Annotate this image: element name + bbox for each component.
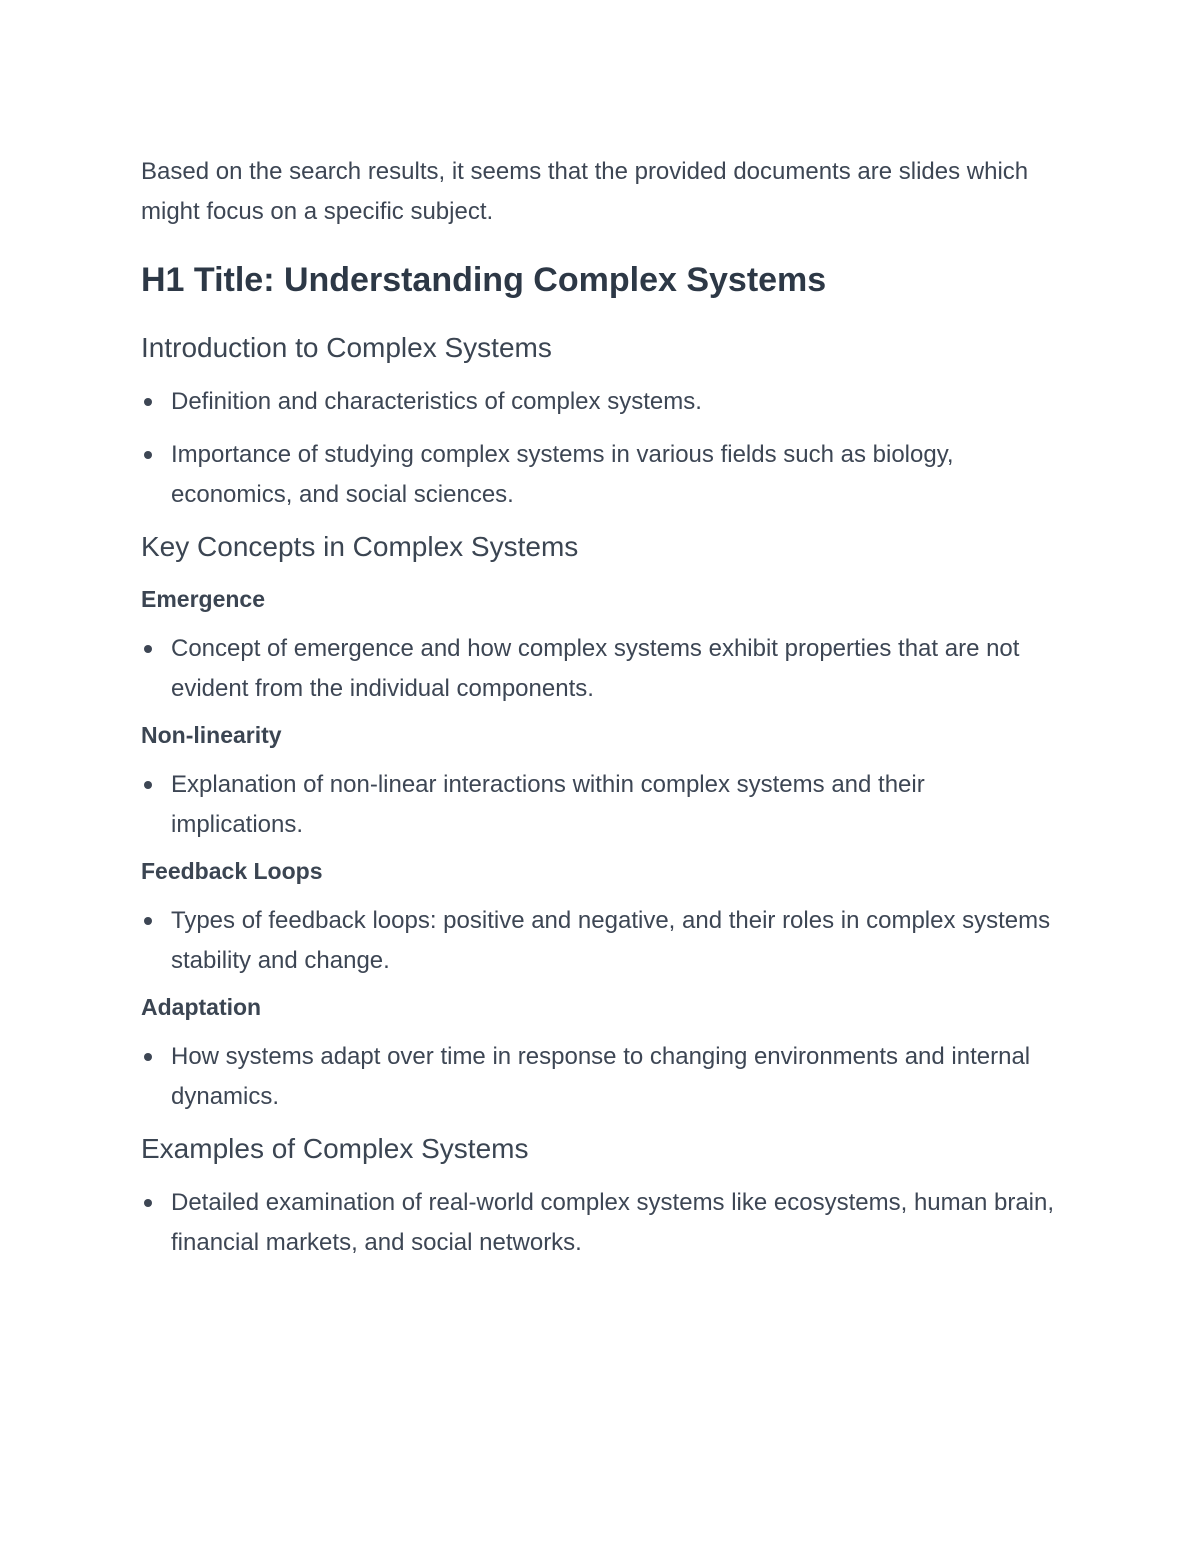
list-item xyxy=(141,629,1061,709)
subsection-heading-adaptation: Adaptation xyxy=(141,994,262,1020)
subsection-heading-feedback-loops: Feedback Loops xyxy=(141,858,323,884)
non-linearity-list xyxy=(141,765,1061,845)
feedback-loops-list xyxy=(141,901,1061,981)
section-heading-key-concepts: Key Concepts in Complex Systems xyxy=(141,531,579,562)
list-item xyxy=(141,901,1061,981)
document-title: H1 Title: Understanding Complex Systems xyxy=(141,261,827,299)
list-item-text: How systems adapt over time in response to changing environments and internal dynamics. xyxy=(171,1043,1031,1110)
bullet-icon xyxy=(144,645,152,653)
list-item xyxy=(141,1037,1061,1117)
list-item-text: Definition and characteristics of complex systems. xyxy=(171,388,702,415)
document-page xyxy=(141,152,1061,1263)
bullet-icon xyxy=(144,781,152,789)
subsection-heading-emergence: Emergence xyxy=(141,586,266,612)
subsection-heading-non-linearity: Non-linearity xyxy=(141,722,282,748)
list-item-text: Types of feedback loops: positive and negative, and their roles in complex systems stability and change. xyxy=(171,907,1051,974)
section-heading-introduction: Introduction to Complex Systems xyxy=(141,332,552,363)
list-item xyxy=(141,1183,1061,1263)
list-item-text: Importance of studying complex systems in various fields such as biology, economics, and social sciences. xyxy=(171,441,954,508)
list-item-text: Detailed examination of real-world complex systems like ecosystems, human brain, financial markets, and social networks. xyxy=(171,1189,1055,1256)
bullet-icon xyxy=(144,1053,152,1061)
examples-list xyxy=(141,1183,1061,1263)
list-item xyxy=(141,765,1061,845)
introduction-list xyxy=(141,382,1061,515)
bullet-icon xyxy=(144,451,152,459)
bullet-icon xyxy=(144,1199,152,1207)
bullet-icon xyxy=(144,917,152,925)
list-item-text: Explanation of non-linear interactions within complex systems and their implications. xyxy=(171,771,925,838)
list-item xyxy=(141,435,1061,515)
emergence-list xyxy=(141,629,1061,709)
bullet-icon xyxy=(144,398,152,406)
intro-paragraph: Based on the search results, it seems that the provided documents are slides which might focus on a specific subject. xyxy=(141,158,1029,225)
section-heading-examples: Examples of Complex Systems xyxy=(141,1133,529,1164)
adaptation-list xyxy=(141,1037,1061,1117)
list-item-text: Concept of emergence and how complex systems exhibit properties that are not evident from the individual components. xyxy=(171,635,1020,702)
list-item xyxy=(141,382,1061,422)
